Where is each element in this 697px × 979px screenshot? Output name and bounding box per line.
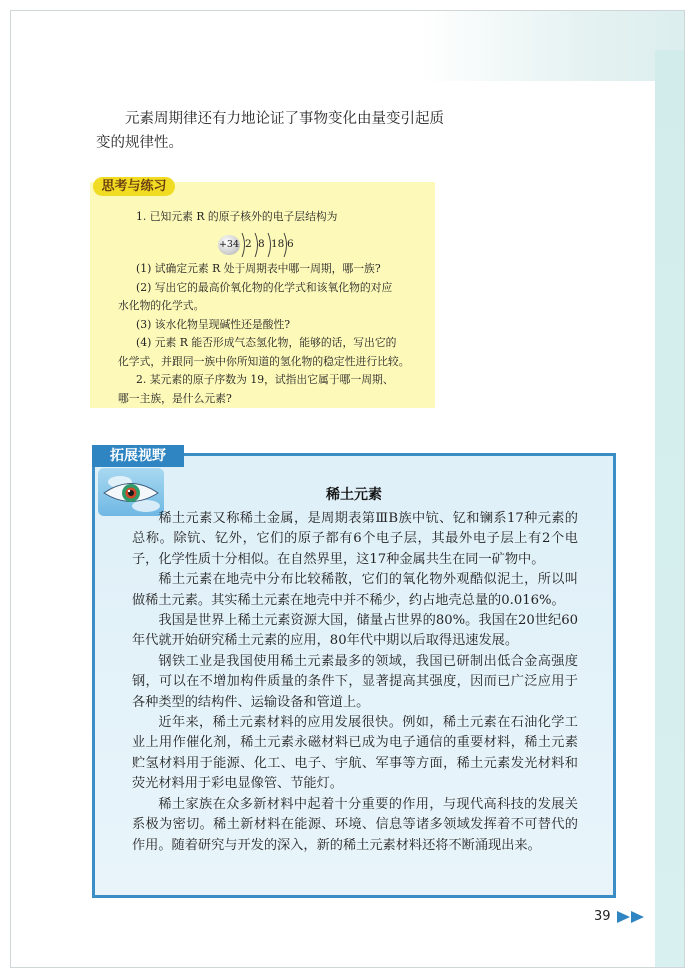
next-arrows-icon [617, 911, 645, 923]
exercise-q1-2a: (2) 写出它的最高价氧化物的化学式和该氧化物的对应 [136, 281, 393, 294]
extension-heading: 拓展视野 [92, 445, 184, 467]
exercise-q1: 1. 已知元素 R 的原子核外的电子层结构为 [136, 210, 338, 223]
extension-paragraph-6: 稀土家族在众多新材料中起着十分重要的作用，与现代高科技的发展关系极为密切。稀土新材料在能源、环境、信息等诸多领域发挥着不可替代的作用。随着研究与开发的深入，新的稀土元素材料还将不断涌现出来。 [132, 796, 578, 853]
extension-paragraph-4: 钢铁工业是我国使用稀土元素最多的领域，我国已研制出低合金高强度钢，可以在不增加构件质量的条件下，显著提高其强度，因而已广泛应用于各种类型的结构件、运输设备和管道上。 [132, 653, 578, 710]
exercise-q1-3: (3) 该水化物呈现碱性还是酸性? [136, 318, 291, 331]
exercise-q1-4a: (4) 元素 R 能否形成气态氢化物，能够的话，写出它的 [136, 336, 397, 349]
right-margin-strip [655, 50, 684, 967]
extension-body [132, 509, 578, 856]
exercise-heading: 思考与练习 [93, 177, 175, 196]
shell-4: 6 [287, 238, 294, 250]
page-number: 39 [594, 909, 611, 924]
extension-paragraph-1: 稀土元素又称稀土金属，是周期表第ⅢB族中钪、钇和镧系17种元素的总称。除钪、钇外，它们的原子都有6个电子层，其最外电子层上有2个电子，化学性质十分相似。在自然界里，这17种金属共生在同一矿物中。 [132, 511, 578, 567]
shell-2: 8 [258, 238, 265, 250]
atom-structure-diagram [218, 232, 308, 258]
top-decoration [420, 11, 684, 81]
shell-3: 18 [271, 238, 285, 250]
extension-paragraph-5: 近年来，稀土元素材料的应用发展很快。例如，稀土元素在石油化学工业上用作催化剂，稀土元素永磁材料已成为电子通信的重要材料，稀土元素贮氢材料用于能源、化工、电子、宇航、军事等方面，稀土元素发光材料和荧光材料用于彩电显像管、节能灯。 [132, 715, 578, 792]
shell-1: 2 [245, 238, 252, 250]
extension-title: 稀土元素 [326, 487, 382, 503]
exercise-q1-1: (1) 试确定元素 R 处于周期表中哪一周期，哪一族? [136, 262, 381, 275]
intro-paragraph: 元素周期律还有力地论证了事物变化由量变引起质变的规律性。 [96, 111, 444, 151]
extension-paragraph-3: 我国是世界上稀土元素资源大国，储量占世界的80%。我国在20世纪60年代就开始研究稀土元素的应用，80年代中期以后取得迅速发展。 [132, 613, 578, 649]
nucleus: +34 [218, 235, 240, 255]
exercise-q2b: 哪一主族，是什么元素? [118, 392, 232, 405]
exercise-q1-2b: 水化物的化学式。 [118, 299, 205, 312]
exercise-q1-4b: 化学式，并跟同一族中你所知道的氢化物的稳定性进行比较。 [118, 355, 410, 368]
exercise-q2a: 2. 某元素的原子序数为 19，试指出它属于哪一周期、 [136, 373, 394, 386]
extension-paragraph-2: 稀土元素在地壳中分布比较稀散，它们的氧化物外观酷似泥土，所以叫做稀土元素。其实稀土元素在地壳中并不稀少，约占地壳总量的0.016%。 [132, 572, 578, 608]
